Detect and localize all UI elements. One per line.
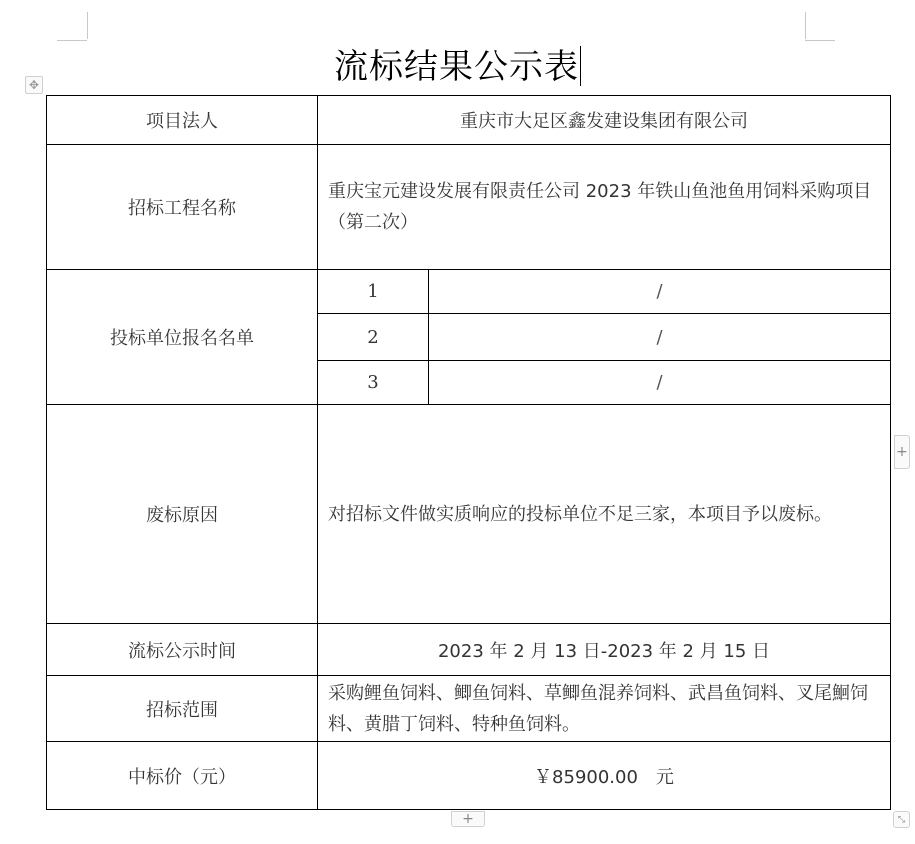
page-corner-mark-top-right <box>805 40 835 41</box>
cell-label[interactable]: 招标工程名称 <box>47 145 318 270</box>
table-row-project-name <box>47 145 891 270</box>
cell-label[interactable]: 中标价（元） <box>47 742 318 810</box>
table-move-handle[interactable] <box>25 76 43 94</box>
cell-label[interactable]: 废标原因 <box>47 405 318 624</box>
cell-value[interactable]: 重庆市大足区鑫发建设集团有限公司 <box>318 96 891 145</box>
add-row-button[interactable] <box>451 811 485 827</box>
plus-icon: + <box>896 444 908 460</box>
bidder-name[interactable]: / <box>429 361 891 405</box>
bid-failure-table <box>46 95 891 810</box>
bidder-name[interactable]: / <box>429 314 891 361</box>
resize-icon: ⤡ <box>897 814 906 825</box>
bidder-name[interactable]: / <box>429 270 891 314</box>
table-row-publicity-period <box>47 624 891 676</box>
page-corner-mark-top-left <box>57 40 87 41</box>
table-row-winning-price <box>47 742 891 810</box>
text-cursor <box>580 46 581 86</box>
plus-icon: + <box>462 811 474 827</box>
cell-value[interactable]: 重庆宝元建设发展有限责任公司 2023 年铁山鱼池鱼用饲料采购项目 （第二次） <box>318 145 891 270</box>
move-icon: ✥ <box>28 78 40 92</box>
bidder-index[interactable]: 3 <box>318 361 429 405</box>
table-row-bidder <box>47 270 891 314</box>
cell-label[interactable]: 项目法人 <box>47 96 318 145</box>
table-row-failure-reason <box>47 405 891 624</box>
cell-label[interactable]: 招标范围 <box>47 676 318 742</box>
table-resize-handle[interactable] <box>893 811 910 828</box>
bidder-index[interactable]: 2 <box>318 314 429 361</box>
table-row-legal-person <box>47 96 891 145</box>
cell-value[interactable]: 2023 年 2 月 13 日-2023 年 2 月 15 日 <box>318 624 891 676</box>
document-title-container[interactable] <box>0 42 915 92</box>
page-corner-mark-top-right <box>805 12 806 39</box>
cell-value[interactable]: 采购鲤鱼饲料、鲫鱼饲料、草鲫鱼混养饲料、武昌鱼饲料、叉尾鮰饲料、黄腊丁饲料、特种鱼饲料。 <box>318 676 891 742</box>
page-corner-mark-top-left <box>87 12 88 39</box>
bidder-index[interactable]: 1 <box>318 270 429 314</box>
table-row-scope <box>47 676 891 742</box>
document-title[interactable]: 流标结果公示表 <box>334 47 579 87</box>
cell-label[interactable]: 投标单位报名名单 <box>47 270 318 405</box>
add-column-button[interactable] <box>894 435 910 469</box>
cell-label[interactable]: 流标公示时间 <box>47 624 318 676</box>
cell-value[interactable]: ￥85900.00 元 <box>318 742 891 810</box>
cell-value[interactable]: 对招标文件做实质响应的投标单位不足三家，本项目予以废标。 <box>318 405 891 624</box>
